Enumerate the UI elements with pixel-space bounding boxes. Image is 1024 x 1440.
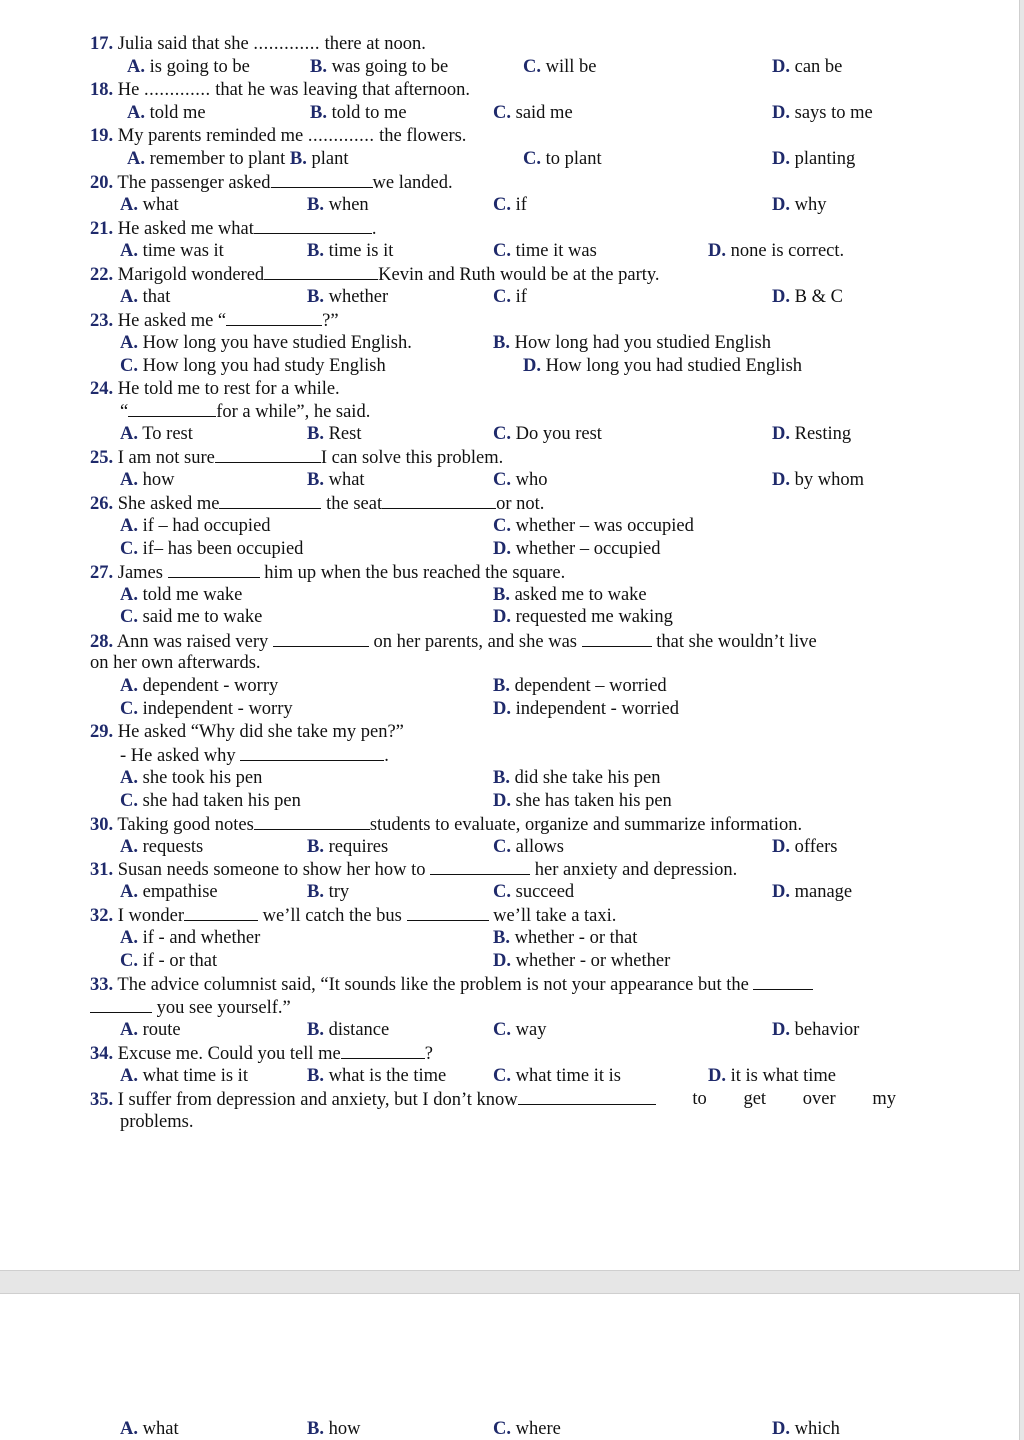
option-18b[interactable]: B. told to me <box>310 103 407 123</box>
answer-blank[interactable] <box>254 217 372 234</box>
option-34a[interactable]: A. what time is it <box>120 1066 248 1086</box>
option-28c[interactable]: C. independent - worry <box>120 699 293 719</box>
question-31: 31. Susan needs someone to show her how to her anxiety and depression. <box>90 860 738 880</box>
option-25b[interactable]: B. what <box>307 470 365 490</box>
answer-blank[interactable] <box>90 996 152 1013</box>
answer-blank[interactable] <box>264 263 378 280</box>
option-33a[interactable]: A. route <box>120 1020 181 1040</box>
question-30: 30. Taking good notes students to evaluate, organize and summarize information. <box>90 815 803 835</box>
question-18: 18. He ............. that he was leaving that afternoon. <box>90 80 471 100</box>
option-25d[interactable]: D. by whom <box>772 470 864 490</box>
question-35-line2: problems. <box>120 1112 194 1132</box>
answer-blank[interactable] <box>430 858 530 875</box>
option-33d[interactable]: D. behavior <box>772 1020 860 1040</box>
question-32: 32. I wonder we’ll catch the bus we’ll take a taxi. <box>90 906 617 926</box>
option-35a[interactable]: A. what <box>120 1419 179 1439</box>
option-33b[interactable]: B. distance <box>307 1020 390 1040</box>
option-32c[interactable]: C. if - or that <box>120 951 218 971</box>
answer-blank[interactable] <box>271 171 373 188</box>
answer-blank[interactable] <box>254 813 370 830</box>
option-30c[interactable]: C. allows <box>493 837 564 857</box>
option-30d[interactable]: D. offers <box>772 837 838 857</box>
option-32a[interactable]: A. if - and whether <box>120 928 261 948</box>
option-23b[interactable]: B. How long had you studied English <box>493 333 772 353</box>
option-33c[interactable]: C. way <box>493 1020 547 1040</box>
option-20c[interactable]: C. if <box>493 195 527 215</box>
question-34: 34. Excuse me. Could you tell me ? <box>90 1044 433 1064</box>
option-22a[interactable]: A. that <box>120 287 171 307</box>
answer-blank[interactable] <box>219 492 321 509</box>
answer-blank[interactable] <box>226 309 322 326</box>
option-23a[interactable]: A. How long you have studied English. <box>120 333 412 353</box>
question-28: 28. Ann was raised very on her parents, and she was that she wouldn’t live <box>90 632 817 652</box>
answer-blank[interactable] <box>184 904 258 921</box>
option-25c[interactable]: C. who <box>493 470 548 490</box>
option-35b[interactable]: B. how <box>307 1419 361 1439</box>
option-24c[interactable]: C. Do you rest <box>493 424 602 444</box>
option-31a[interactable]: A. empathise <box>120 882 218 902</box>
option-26d[interactable]: D. whether – occupied <box>493 539 661 559</box>
option-20d[interactable]: D. why <box>772 195 827 215</box>
option-24b[interactable]: B. Rest <box>307 424 362 444</box>
option-17d[interactable]: D. can be <box>772 57 843 77</box>
option-26a[interactable]: A. if – had occupied <box>120 516 271 536</box>
option-17a[interactable]: A. is going to be <box>127 57 250 77</box>
answer-blank[interactable] <box>168 561 260 578</box>
answer-blank[interactable] <box>215 446 321 463</box>
answer-blank[interactable] <box>382 492 496 509</box>
answer-blank[interactable] <box>407 904 489 921</box>
answer-blank[interactable] <box>582 630 652 647</box>
option-28b[interactable]: B. dependent – worried <box>493 676 667 696</box>
option-27b[interactable]: B. asked me to wake <box>493 585 647 605</box>
option-26c-if[interactable]: C. if– has been occupied <box>120 539 304 559</box>
option-26c-whether[interactable]: C. whether – was occupied <box>493 516 694 536</box>
question-26: 26. She asked me the seat or not. <box>90 494 545 514</box>
option-29b[interactable]: B. did she take his pen <box>493 768 661 788</box>
option-20a[interactable]: A. what <box>120 195 179 215</box>
option-28a[interactable]: A. dependent - worry <box>120 676 279 696</box>
option-19c[interactable]: C. to plant <box>523 149 602 169</box>
question-17: 17. Julia said that she ............. there at noon. <box>90 34 426 54</box>
option-19d[interactable]: D. planting <box>772 149 856 169</box>
question-29: 29. He asked “Why did she take my pen?” <box>90 722 404 742</box>
option-34c[interactable]: C. what time it is <box>493 1066 621 1086</box>
option-34d[interactable]: D. it is what time <box>708 1066 836 1086</box>
question-33: 33. The advice columnist said, “It sounds like the problem is not your appearance but the <box>90 973 813 996</box>
option-29d[interactable]: D. she has taken his pen <box>493 791 672 811</box>
option-28d[interactable]: D. independent - worried <box>493 699 679 719</box>
option-22b[interactable]: B. whether <box>307 287 389 307</box>
question-23: 23. He asked me “ ?” <box>90 311 339 331</box>
question-28-line2: on her own afterwards. <box>90 653 261 673</box>
option-19a[interactable]: A. remember to plant B. plant <box>127 149 349 169</box>
answer-blank[interactable] <box>240 744 384 761</box>
option-20b[interactable]: B. when <box>307 195 369 215</box>
answer-blank[interactable] <box>753 973 813 990</box>
answer-blank[interactable] <box>128 400 216 417</box>
answer-blank[interactable] <box>518 1088 656 1105</box>
option-27a[interactable]: A. told me wake <box>120 585 243 605</box>
answer-blank[interactable] <box>273 630 369 647</box>
next-page <box>0 1293 1020 1440</box>
option-18a[interactable]: A. told me <box>127 103 206 123</box>
option-17c[interactable]: C. will be <box>523 57 597 77</box>
option-35c[interactable]: C. where <box>493 1419 561 1439</box>
option-32d[interactable]: D. whether - or whether <box>493 951 671 971</box>
answer-blank[interactable] <box>341 1042 425 1059</box>
option-31b[interactable]: B. try <box>307 882 350 902</box>
option-25a[interactable]: A. how <box>120 470 175 490</box>
option-17b[interactable]: B. was going to be <box>310 57 449 77</box>
question-20: 20. The passenger asked we landed. <box>90 173 453 193</box>
question-22: 22. Marigold wondered Kevin and Ruth would be at the party. <box>90 265 660 285</box>
option-32b[interactable]: B. whether - or that <box>493 928 638 948</box>
question-21: 21. He asked me what . <box>90 219 377 239</box>
option-27c[interactable]: C. said me to wake <box>120 607 263 627</box>
option-21a[interactable]: A. time was it <box>120 241 224 261</box>
question-19: 19. My parents reminded me ............. the flowers. <box>90 126 467 146</box>
option-18c[interactable]: C. said me <box>493 103 573 123</box>
option-30b[interactable]: B. requires <box>307 837 389 857</box>
option-31c[interactable]: C. succeed <box>493 882 575 902</box>
question-24-line2: “ for a while”, he said. <box>120 402 371 422</box>
option-24a[interactable]: A. To rest <box>120 424 193 444</box>
option-23d[interactable]: D. How long you had studied English <box>523 356 803 376</box>
option-23c[interactable]: C. How long you had study English <box>120 356 386 376</box>
option-21b[interactable]: B. time is it <box>307 241 394 261</box>
option-18d[interactable]: D. says to me <box>772 103 873 123</box>
option-21d[interactable]: D. none is correct. <box>708 241 845 261</box>
question-24: 24. He told me to rest for a while. <box>90 379 340 399</box>
option-35d[interactable]: D. which <box>772 1419 840 1439</box>
option-31d[interactable]: D. manage <box>772 882 853 902</box>
option-29c[interactable]: C. she had taken his pen <box>120 791 301 811</box>
option-34b[interactable]: B. what is the time <box>307 1066 447 1086</box>
question-25: 25. I am not sure I can solve this problem. <box>90 448 504 468</box>
question-29-line2: - He asked why . <box>120 746 389 766</box>
option-24d[interactable]: D. Resting <box>772 424 852 444</box>
option-21c[interactable]: C. time it was <box>493 241 597 261</box>
option-29a[interactable]: A. she took his pen <box>120 768 263 788</box>
option-22d[interactable]: D. B & C <box>772 287 843 307</box>
option-22c[interactable]: C. if <box>493 287 527 307</box>
question-33-line2: you see yourself.” <box>90 996 291 1019</box>
question-35: 35. I suffer from depression and anxiety, but I don’t know to get over my <box>90 1089 896 1110</box>
question-27: 27. James him up when the bus reached the square. <box>90 563 566 583</box>
option-27d[interactable]: D. requested me waking <box>493 607 673 627</box>
option-30a[interactable]: A. requests <box>120 837 204 857</box>
